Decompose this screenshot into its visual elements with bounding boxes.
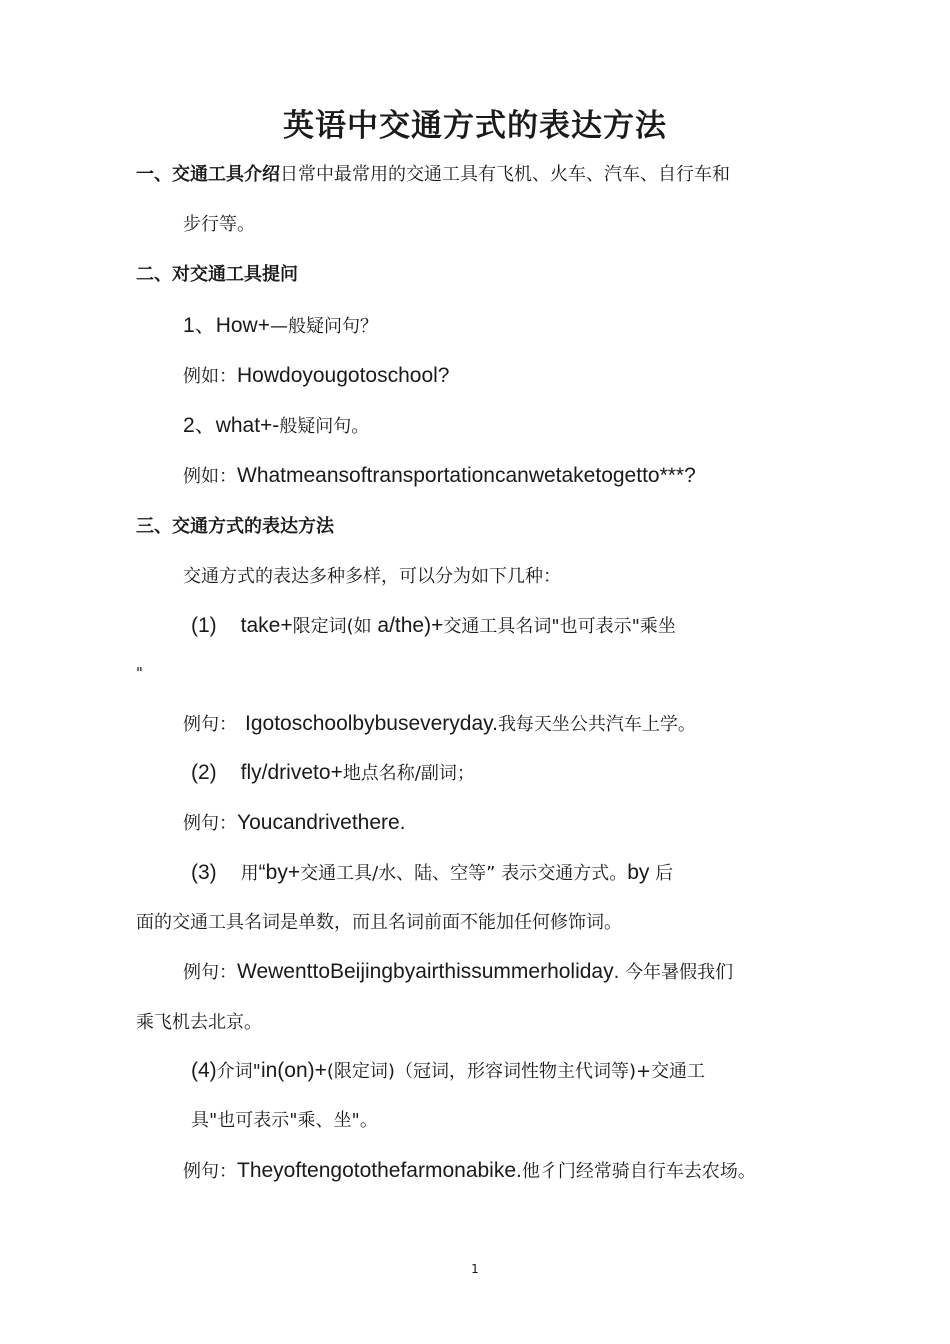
method-3 [191,860,673,887]
method-3-number: (3) [191,861,217,884]
method-3-example-continuation: 乘飞机去北京。 [136,1012,262,1033]
section-2-item-1 [183,313,378,340]
method-3-continuation: 面的交通工具名词是单数，而且名词前面不能加任何修饰词。 [136,912,622,933]
item-1-number: 1、 [183,314,216,337]
method-1-text: 交通工具名词"也可表示"乘坐 [443,616,676,637]
method-3-after: 后 [649,863,674,884]
method-2-number: (2) [191,761,217,784]
section-1-text: 日常中最常用的交通工具有飞机、火车、汽车、自行车和 [280,164,730,185]
method-1 [191,613,676,640]
method-4-text: (限定词)（冠词，形容词性物主代词等)+交通工 [326,1061,706,1082]
method-4 [191,1058,705,1085]
method-4-example [183,1158,756,1185]
item-2-text: 般疑问句。 [279,416,370,437]
section-2-example-1 [183,363,449,390]
method-1-example-sentence: Igotoschoolbybuseveryday. [245,712,498,735]
section-2-heading: 二、对交通工具提问 [136,264,298,285]
method-3-by-word: by [627,861,650,884]
section-3-intro: 交通方式的表达多种多样，可以分为如下几种： [183,566,561,587]
method-4-example-label: 例句： [183,1161,237,1182]
method-4-in-on: in(on)+ [260,1059,327,1082]
method-1-example-translation: 我每天坐公共汽车上学。 [497,714,696,735]
method-3-by: “by+ [258,861,301,884]
section-2-example-2 [183,463,696,490]
method-3-example-label: 例句： [183,962,237,983]
section-1-continuation: 步行等。 [183,214,255,235]
page-number: 1 [471,1262,479,1276]
method-3-use: 用 [240,863,259,884]
method-3-example-translation: . 今年暑假我们 [613,962,734,983]
method-1-continuation: " [136,664,143,682]
method-1-example-label: 例句： [183,714,237,735]
item-2-number: 2、 [183,414,216,437]
method-3-example-sentence: WewenttoBeijingbyairthissummerholiday [237,960,614,983]
method-3-example [183,959,733,986]
method-1-example [183,711,696,738]
example-1-label: 例如： [183,366,237,387]
method-2-verbs: fly/driveto+ [240,761,343,784]
method-3-text: 交通工具/水、陆、空等” 表示交通方式。 [300,863,628,884]
method-1-take: take+ [240,614,293,637]
method-2-example-sentence: Youcandrivethere. [237,811,406,834]
section-1-line [136,162,730,188]
method-2 [191,760,475,787]
method-4-number: (4) [191,1059,217,1082]
method-4-continuation: 具"也可表示"乘、坐"。 [191,1110,378,1131]
section-3-heading: 三、交通方式的表达方法 [136,516,334,537]
item-1-text: —般疑问句？ [269,316,378,337]
method-1-determiner: 限定词(如 [292,616,378,637]
method-4-preposition: 介词" [216,1061,261,1082]
method-4-example-sentence: Theyoftengotothefarmonabike. [237,1159,522,1182]
example-2-sentence: Whatmeansoftransportationcanwetaketogetto***? [237,464,696,487]
example-1-sentence: Howdoyougotoschool? [237,364,450,387]
method-2-text: 地点名称/副词； [342,763,475,784]
item-2-latin: what+- [215,414,280,437]
method-2-example [183,810,406,837]
section-2-item-2 [183,413,369,440]
method-1-article: a/the)+ [377,614,444,637]
page-title: 英语中交通方式的表达方法 [283,108,667,144]
section-1-heading: 一、交通工具介绍 [136,164,280,185]
method-4-example-translation: 他彳门经常骑自行车去农场。 [521,1161,756,1182]
item-1-latin: How+ [215,314,270,337]
example-2-label: 例如： [183,466,237,487]
method-2-example-label: 例句： [183,813,237,834]
method-1-number: (1) [191,614,217,637]
